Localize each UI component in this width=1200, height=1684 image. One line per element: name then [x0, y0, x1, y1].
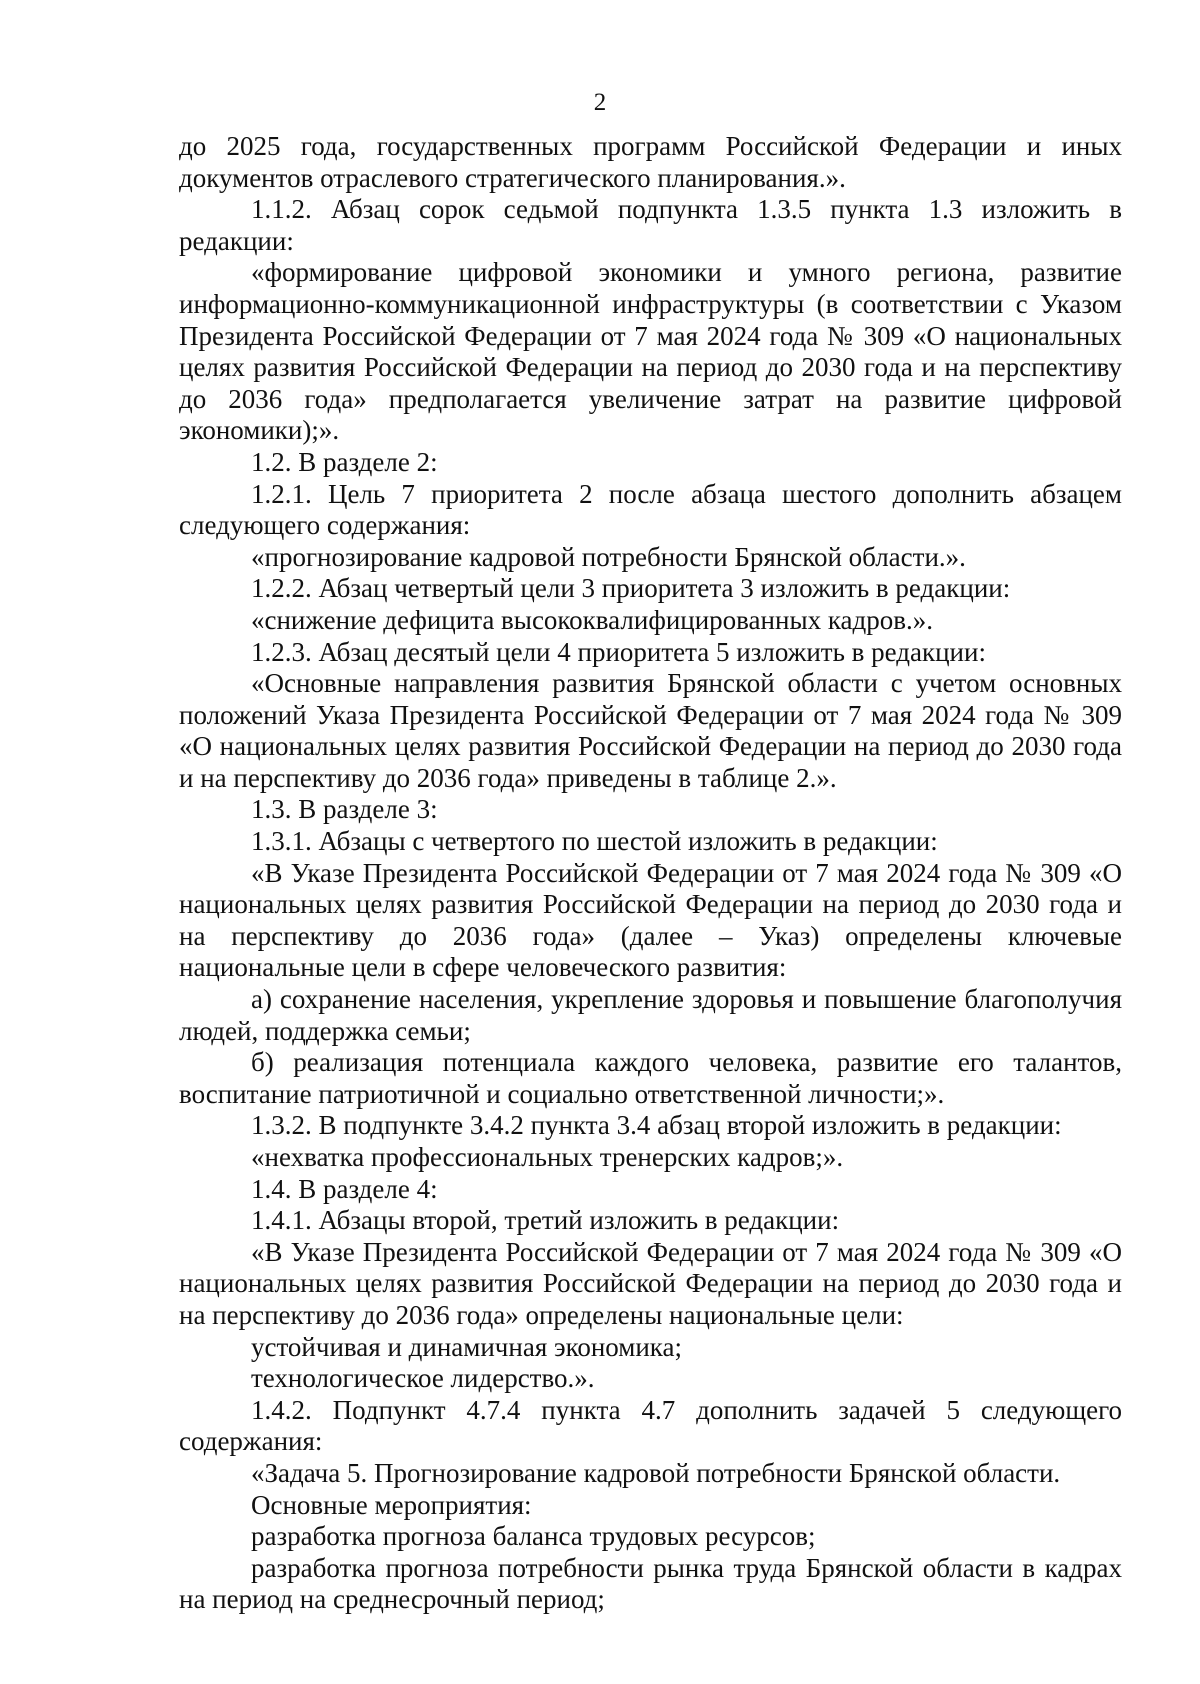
paragraph: 1.4. В разделе 4:: [251, 1173, 438, 1204]
paragraph: «В Указе Президента Российской Федерации от 7 мая 2024 года № 309 «О национальных целях развития Российской Федерации на период до 2030 года и на перспективу до 2036 года» (далее – Указ) определены ключевые национальные цели в сфере человеческого развития:: [179, 857, 1122, 983]
paragraph: 1.4.2. Подпункт 4.7.4 пункта 4.7 дополнить задачей 5 следующего содержания:: [179, 1394, 1122, 1457]
paragraph: до 2025 года, государственных программ Российской Федерации и иных документов отраслевого стратегического планирования.».: [179, 131, 1122, 193]
paragraph: «В Указе Президента Российской Федерации от 7 мая 2024 года № 309 «О национальных целях развития Российской Федерации на период до 2030 года и на перспективу до 2036 года» определены национальные цели:: [179, 1236, 1122, 1330]
paragraph: разработка прогноза баланса трудовых ресурсов;: [251, 1521, 816, 1552]
paragraph: «Основные направления развития Брянской области с учетом основных положений Указа Президента Российской Федерации от 7 мая 2024 года № 309 «О национальных целях развития Российской Федерации на период до 2030 года и на перспективу до 2036 года» приведены в таблице 2.».: [179, 668, 1122, 793]
paragraph: устойчивая и динамичная экономика;: [251, 1331, 682, 1362]
page-number: 2: [593, 89, 607, 116]
paragraph: Основные мероприятия:: [251, 1489, 532, 1520]
paragraph: технологическое лидерство.».: [251, 1363, 595, 1394]
paragraph: 1.2.3. Абзац десятый цели 4 приоритета 5 изложить в редакции:: [251, 636, 986, 667]
paragraph: «снижение дефицита высококвалифицированных кадров.».: [251, 604, 934, 635]
paragraph: 1.1.2. Абзац сорок седьмой подпункта 1.3.5 пункта 1.3 изложить в редакции:: [179, 194, 1122, 256]
paragraph: 1.3.1. Абзацы с четвертого по шестой изложить в редакции:: [251, 826, 938, 857]
paragraph: разработка прогноза потребности рынка труда Брянской области в кадрах на период на среднесрочный период;: [179, 1552, 1122, 1615]
paragraph: а) сохранение населения, укрепление здоровья и повышение благополучия людей, поддержка семьи;: [179, 984, 1122, 1046]
document-body: [179, 131, 1122, 1616]
paragraph: 1.3.2. В подпункте 3.4.2 пункта 3.4 абзац второй изложить в редакции:: [251, 1110, 1062, 1141]
paragraph: 1.4.1. Абзацы второй, третий изложить в редакции:: [251, 1205, 840, 1236]
paragraph: «формирование цифровой экономики и умного региона, развитие информационно-коммуникационной инфраструктуры (в соответствии с Указом Президента Российской Федерации от 7 мая 2024 года № 309 «О национальных целях развития Российской Федерации на период до 2030 года и на перспективу до 2036 года» предполагается увеличение затрат на развитие цифровой экономики);».: [179, 257, 1122, 446]
paragraph: 1.2.2. Абзац четвертый цели 3 приоритета 3 изложить в редакции:: [251, 573, 1011, 604]
paragraph: б) реализация потенциала каждого человека, развитие его талантов, воспитание патриотичной и социально ответственной личности;».: [179, 1047, 1122, 1109]
paragraph: 1.2.1. Цель 7 приоритета 2 после абзаца шестого дополнить абзацем следующего содержания:: [179, 478, 1122, 541]
paragraph: 1.3. В разделе 3:: [251, 794, 438, 825]
paragraph: 1.2. В разделе 2:: [251, 446, 438, 477]
paragraph: «нехватка профессиональных тренерских кадров;».: [251, 1142, 844, 1172]
paragraph: «Задача 5. Прогнозирование кадровой потребности Брянской области.: [251, 1457, 1061, 1488]
paragraph: «прогнозирование кадровой потребности Брянской области.».: [251, 541, 966, 572]
